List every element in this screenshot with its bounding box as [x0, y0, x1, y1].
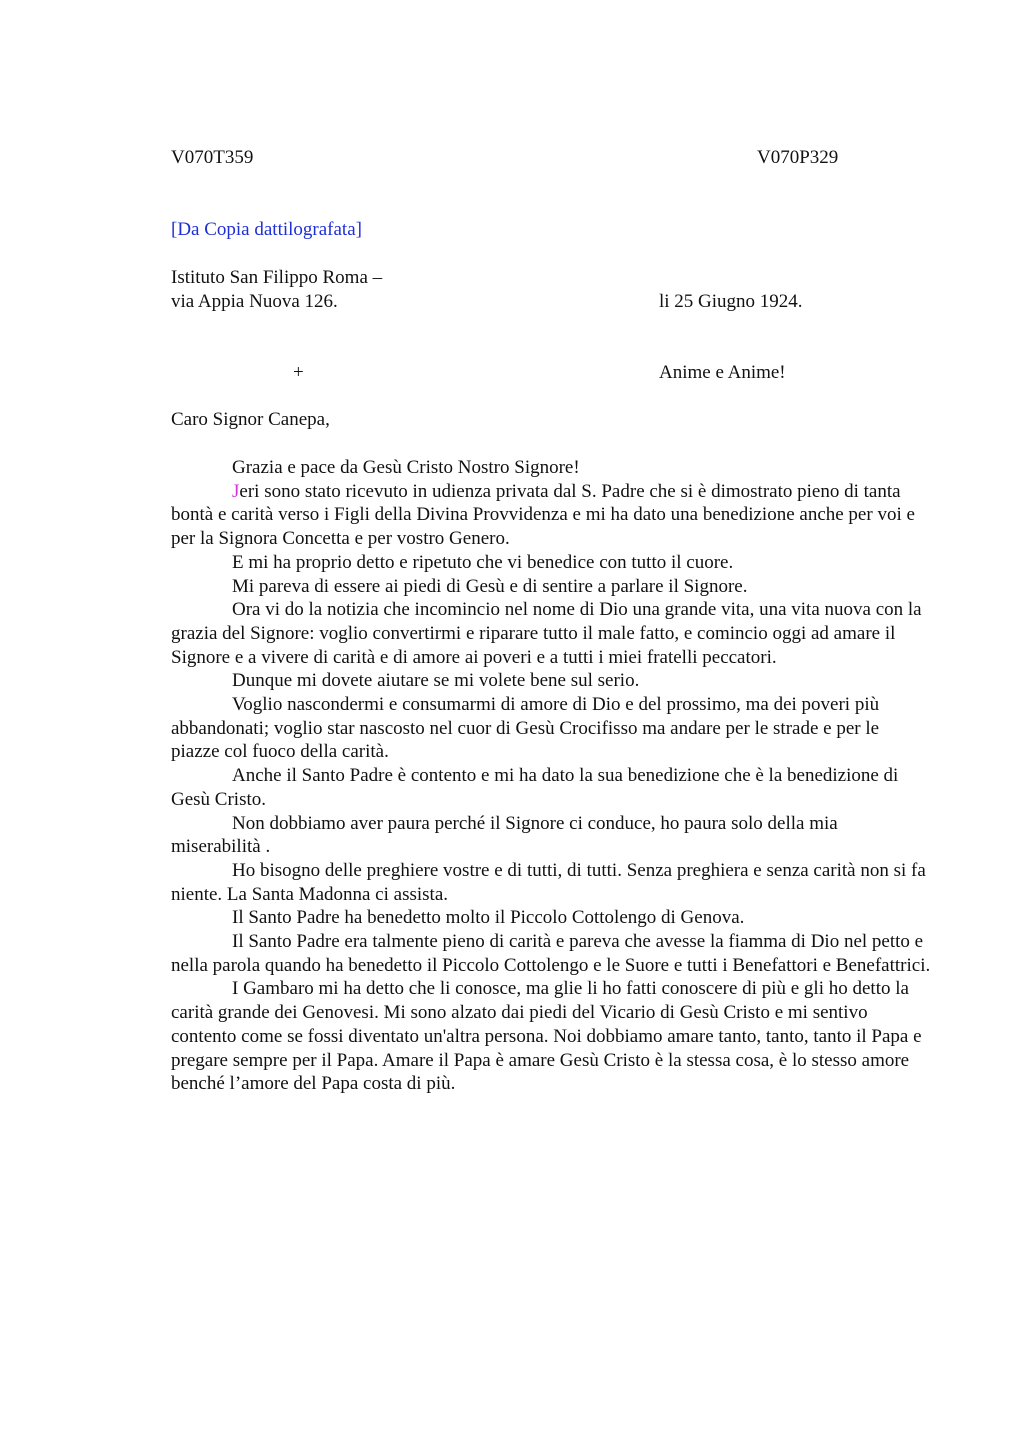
paragraph-audience-text: eri sono stato ricevuto in udienza privata dal S. Padre che si è dimostrato pieno di tanta bontà e carità verso i Figli della Divina Provvidenza e mi ha dato una benedizione anche per voi e per la Signora Concetta e per vostro Genero.: [171, 480, 915, 550]
paragraph: Anche il Santo Padre è contento e mi ha dato la sua benedizione che è la benedizione di Gesù Cristo.: [171, 765, 899, 810]
paragraph: Ho bisogno delle preghiere vostre e di tutti, di tutti. Senza preghiera e senza carità non si fa niente. La Santa Madonna ci assista.: [171, 859, 926, 905]
reference-code-left: V070T359: [171, 147, 254, 168]
paragraph: Dunque mi dovete aiutare se mi volete bene sul serio.: [232, 670, 640, 692]
motto: Anime e Anime!: [659, 362, 786, 383]
paragraph: E mi ha proprio detto e ripetuto che vi benedice con tutto il cuore.: [232, 551, 734, 573]
sender-address-line-2: via Appia Nuova 126.: [171, 291, 338, 312]
paragraph: Non dobbiamo aver paura perché il Signore ci conduce, ho paura solo della mia miserabilità .: [171, 812, 838, 858]
letter-date: li 25 Giugno 1924.: [659, 291, 803, 312]
paragraph-greeting: Grazia e pace da Gesù Cristo Nostro Signore!: [232, 457, 580, 478]
paragraph: I Gambaro mi ha detto che li conosce, ma glie li ho fatti conoscere di più e gli ho detto la carità grande dei Genovesi. Mi sono alzato dai piedi del Vicario di Gesù Cristo e mi sentivo contento come se fossi diventato un'altra persona. Noi dobbiamo amare tanto, tanto, tanto il Papa e pregare sempre per il Papa. Amare il Papa è amare Gesù Cristo è la stessa cosa, è lo stesso amore benché l’amore del Papa costa di più.: [171, 978, 922, 1095]
paragraph: Il Santo Padre ha benedetto molto il Piccolo Cottolengo di Genova.: [232, 907, 745, 929]
cross-mark: +: [293, 362, 304, 383]
sender-address-line-1: Istituto San Filippo Roma –: [171, 267, 383, 288]
source-note: [Da Copia dattilografata]: [171, 219, 362, 240]
paragraph: Il Santo Padre era talmente pieno di carità e pareva che avesse la fiamma di Dio nel petto e nella parola quando ha benedetto il Piccolo Cottolengo e le Suore e tutti i Benefattori e Benefattrici.: [171, 931, 931, 976]
paragraph-audience: [171, 480, 931, 551]
paragraph: Mi pareva di essere ai piedi di Gesù e di sentire a parlare il Signore.: [232, 575, 748, 597]
paragraph: Voglio nascondermi e consumarmi di amore di Dio e del prossimo, ma dei poveri più abbandonati; voglio star nascosto nel cuor di Gesù Crocifisso ma andare per le strade e per le piazze col fuoco della carità.: [171, 694, 880, 763]
paragraph: Ora vi do la notizia che incomincio nel nome di Dio una grande vita, una vita nuova con la grazia del Signore: voglio convertirmi e riparare tutto il male fatto, e comincio oggi ad amare il Signore e a vivere di carità e di amore ai poveri e a tutti i miei fratelli peccatori.: [171, 599, 922, 668]
reference-code-right: V070P329: [757, 147, 839, 168]
salutation: Caro Signor Canepa,: [171, 409, 330, 430]
letter-body: [171, 456, 931, 1096]
highlighted-initial: J: [232, 480, 240, 502]
